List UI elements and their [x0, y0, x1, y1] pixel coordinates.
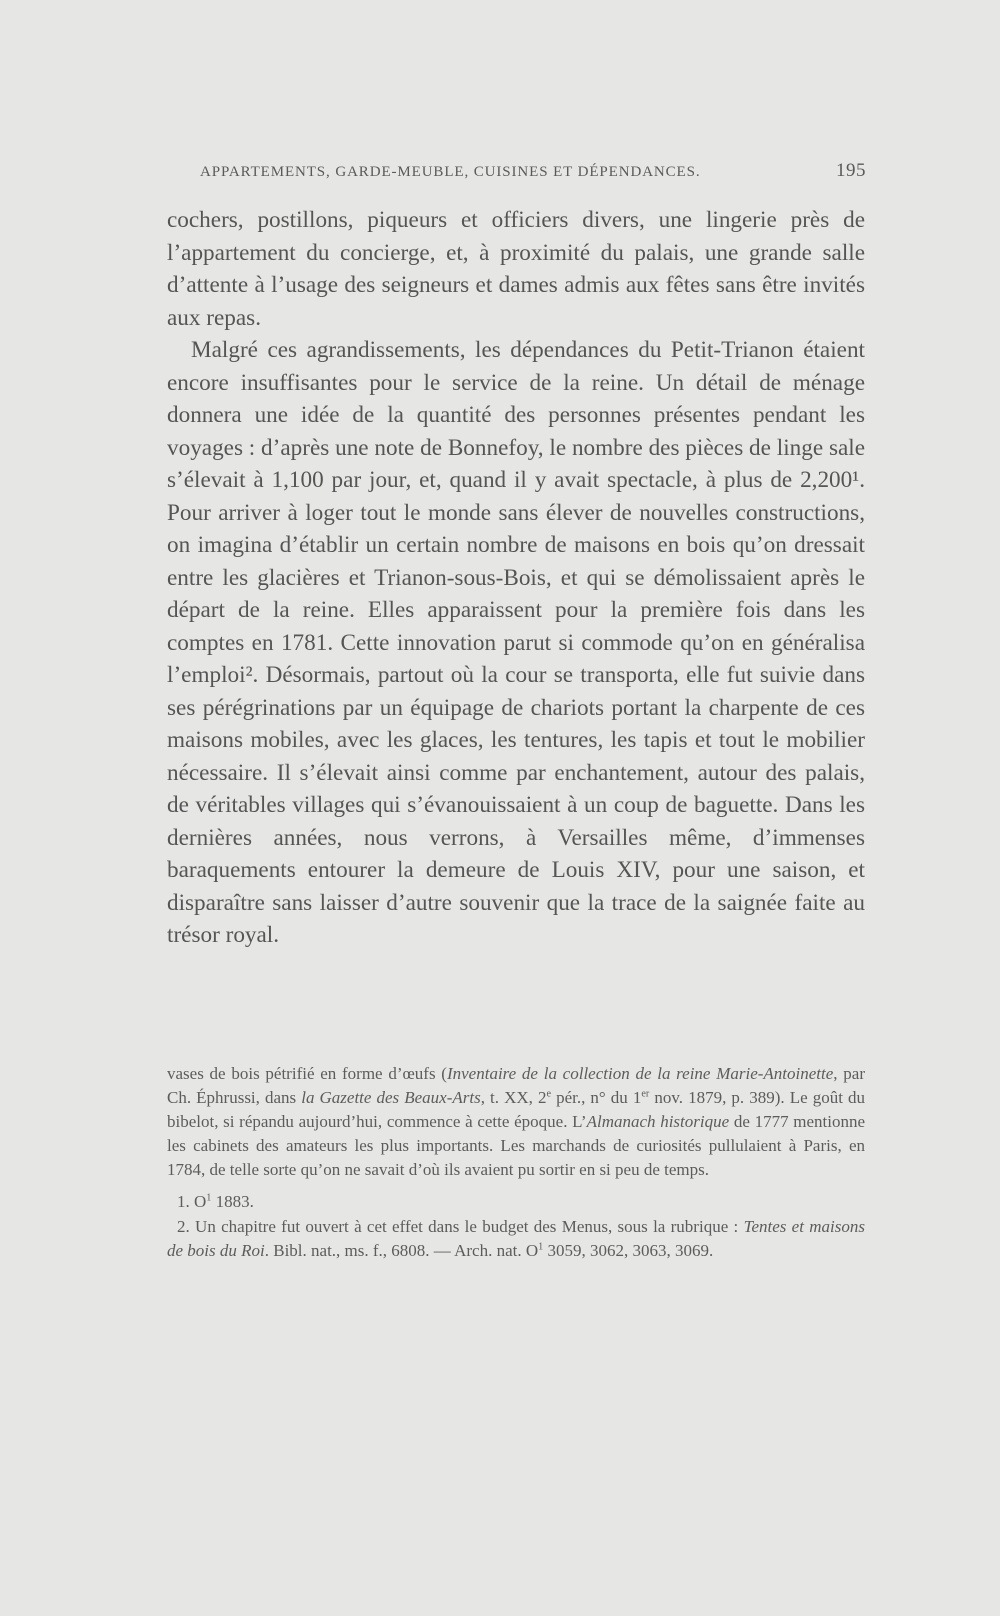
footnote-1: 1. $O^1$ 1883. — [177, 1192, 254, 1212]
main-text — [167, 204, 865, 952]
footnotes — [167, 1062, 865, 1263]
footnote-2: 2. Un chapitre fut ouvert à cet effet dans le budget des Menus, sous la rubrique : Tentes et maisons de bois du Roi. Bibl. nat., ms. f., 6808. — Arch. nat. $O^1$ 3059, 3062, 3063, 3069. — [167, 1216, 865, 1260]
running-title: APPARTEMENTS, GARDE-MEUBLE, CUISINES ET DÉPENDANCES. — [200, 164, 701, 180]
page-number: 195 — [836, 160, 866, 181]
page-header — [200, 160, 866, 182]
paragraph: cochers, postillons, piqueurs et officiers divers, une lingerie près de l’appartement du concierge, et, à proximité du palais, une grande salle d’attente à l’usage des seigneurs et dames admis aux fêtes sans être invités aux repas. — [167, 207, 865, 331]
paragraph: Malgré ces agrandissements, les dépendances du Petit-Trianon étaient encore insuffisantes pour le service de la reine. Un détail de ménage donnera une idée de la quantité des personnes présentes pendant les voyages : d’après une note de Bonnefoy, le nombre des pièces de linge sale s’élevait à 1,100 par jour, et, quand il y avait spectacle, à plus de 2,200¹. Pour arriver à loger tout le monde sans élever de nouvelles constructions, on imagina d’établir un certain nombre de maisons en bois qu’on dressait entre les glacières et Trianon-sous-Bois, et qui se démolissaient après le départ de la reine. Elles apparaissent pour la première fois dans les comptes en 1781. Cette innovation parut si commode qu’on en généralisa l’emploi². Désormais, partout où la cour se transporta, elle fut suivie dans ses pérégrinations par un équipage de chariots portant la charpente de ces maisons mobiles, avec les glaces, les tentures, les tapis et tout le mobilier nécessaire. Il s’élevait ainsi comme par enchantement, autour des palais, de véritables villages qui s’évanouissaient à un coup de baguette. Dans les dernières années, nous verrons, à Versailles même, d’immenses baraquements entourer la demeure de Louis XIV, pour une saison, et disparaître sans laisser d’autre souvenir que la trace de la saignée faite au trésor royal. — [167, 337, 865, 948]
footnote-continued: vases de bois pétrifié en forme d’œufs (Inventaire de la collection de la reine Marie-Antoinette, par Ch. Éphrussi, dans la Gazette des Beaux-Arts, t. XX, 2e pér., n° du 1er nov. 1879, p. 389). Le goût du bibelot, si répandu aujourd’hui, commence à cette époque. L’Almanach historique de 1777 mentionne les cabinets des amateurs les plus importants. Les marchands de curiosités pullulaient à Paris, en 1784, de telle sorte qu’on ne savait d’où ils avaient pu sortir en si peu de temps. — [167, 1064, 866, 1180]
